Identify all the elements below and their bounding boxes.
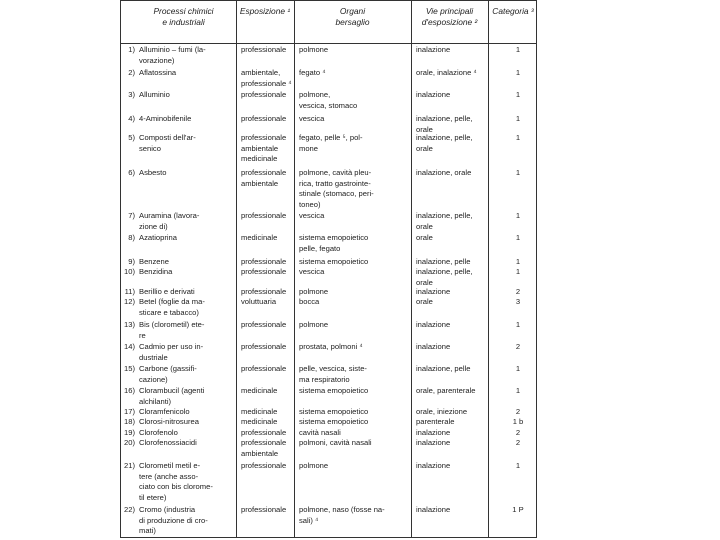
target-cell: polmone, naso (fosse na- sali) ⁴ bbox=[299, 505, 385, 525]
category-cell: 1 bbox=[515, 461, 521, 470]
exposure-cell: professionale ambientale bbox=[241, 438, 287, 458]
row-number: 4) bbox=[128, 114, 135, 123]
target-cell: sistema emopoietico bbox=[299, 257, 369, 266]
routes-cell: inalazione bbox=[416, 461, 451, 470]
row-number: 14) bbox=[124, 342, 135, 351]
category-cell: 1 bbox=[515, 364, 521, 373]
target-cell: vescica bbox=[299, 114, 325, 123]
routes-cell: orale bbox=[416, 233, 433, 242]
category-cell: 1 bbox=[515, 257, 521, 266]
category-cell: 2 bbox=[515, 287, 521, 296]
target-cell: polmone, cavità pleu- rica, tratto gastrointe- stinale (stomaco, peri- toneo) bbox=[299, 168, 374, 209]
category-cell: 1 bbox=[515, 233, 521, 242]
row-number: 17) bbox=[124, 407, 135, 416]
routes-cell: orale bbox=[416, 297, 433, 306]
exposure-cell: medicinale bbox=[241, 417, 278, 426]
header-category: Categoria ³ bbox=[492, 6, 534, 16]
exposure-cell: professionale bbox=[241, 364, 287, 373]
column-divider bbox=[411, 1, 412, 537]
target-cell: polmone bbox=[299, 320, 329, 329]
row-number: 10) bbox=[124, 267, 135, 276]
agent-cell: Clorosi-nitrosurea bbox=[139, 417, 199, 426]
routes-cell: parenterale bbox=[416, 417, 455, 426]
category-cell: 1 bbox=[515, 320, 521, 329]
agent-cell: Auramina (lavora- zione di) bbox=[139, 211, 200, 231]
exposure-cell: medicinale bbox=[241, 407, 278, 416]
target-cell: polmone bbox=[299, 45, 329, 54]
row-number: 11) bbox=[124, 287, 135, 296]
agent-cell: Azatioprina bbox=[139, 233, 177, 242]
category-cell: 2 bbox=[515, 342, 521, 351]
exposure-cell: professionale ambientale bbox=[241, 168, 287, 188]
target-cell: vescica bbox=[299, 211, 325, 220]
header-divider bbox=[121, 43, 536, 44]
row-number: 1) bbox=[128, 45, 135, 54]
target-cell: prostata, polmoni ⁴ bbox=[299, 342, 363, 351]
agent-cell: Bis (clorometil) ete- re bbox=[139, 320, 205, 340]
header-routes: Vie principali d'esposizione ² bbox=[421, 6, 478, 27]
agent-cell: Clorometil metil e- tere (anche asso- ciato con bis clorome- til etere) bbox=[139, 461, 213, 502]
target-cell: sistema emopoietico bbox=[299, 407, 369, 416]
routes-cell: inalazione bbox=[416, 90, 451, 99]
agent-cell: Alluminio – fumi (la- vorazione) bbox=[139, 45, 206, 65]
exposure-cell: professionale bbox=[241, 461, 287, 470]
row-number: 5) bbox=[128, 133, 135, 142]
category-cell: 1 bbox=[515, 168, 521, 177]
category-cell: 1 P bbox=[512, 505, 524, 514]
category-cell: 2 bbox=[515, 428, 521, 437]
agent-cell: 4-Aminobifenile bbox=[139, 114, 192, 123]
agent-cell: Asbesto bbox=[139, 168, 167, 177]
exposure-cell: professionale bbox=[241, 342, 287, 351]
target-cell: sistema emopoietico bbox=[299, 417, 369, 426]
table-frame bbox=[120, 0, 537, 538]
routes-cell: inalazione, pelle, orale bbox=[416, 267, 473, 287]
target-cell: polmoni, cavità nasali bbox=[299, 438, 372, 447]
header-agent: Processi chimici e industriali bbox=[153, 6, 214, 27]
agent-cell: Clorofenossiacidi bbox=[139, 438, 197, 447]
routes-cell: inalazione bbox=[416, 320, 451, 329]
header-target: Organi bersaglio bbox=[335, 6, 370, 27]
target-cell: fegato ⁴ bbox=[299, 68, 326, 77]
row-number: 21) bbox=[124, 461, 135, 470]
routes-cell: inalazione bbox=[416, 428, 451, 437]
category-cell: 2 bbox=[515, 438, 521, 447]
routes-cell: inalazione, pelle bbox=[416, 364, 471, 373]
row-number: 18) bbox=[124, 417, 135, 426]
target-cell: polmone bbox=[299, 461, 329, 470]
category-cell: 2 bbox=[515, 407, 521, 416]
target-cell: polmone, vescica, stomaco bbox=[299, 90, 358, 110]
routes-cell: inalazione bbox=[416, 505, 451, 514]
target-cell: cavità nasali bbox=[299, 428, 341, 437]
agent-cell: Carbone (gassifi- cazione) bbox=[139, 364, 197, 384]
routes-cell: inalazione, orale bbox=[416, 168, 472, 177]
routes-cell: inalazione bbox=[416, 45, 451, 54]
row-number: 16) bbox=[124, 386, 135, 395]
routes-cell: inalazione bbox=[416, 342, 451, 351]
row-number: 7) bbox=[128, 211, 135, 220]
row-number: 2) bbox=[128, 68, 135, 77]
exposure-cell: professionale bbox=[241, 428, 287, 437]
exposure-cell: professionale bbox=[241, 90, 287, 99]
exposure-cell: voluttuaria bbox=[241, 297, 277, 306]
row-number: 3) bbox=[128, 90, 135, 99]
exposure-cell: ambientale, professionale ⁴ bbox=[241, 68, 292, 88]
exposure-cell: professionale bbox=[241, 267, 287, 276]
header-exposure: Esposizione ¹ bbox=[239, 6, 291, 16]
agent-cell: Berillio e derivati bbox=[139, 287, 195, 296]
exposure-cell: professionale ambientale medicinale bbox=[241, 133, 287, 164]
agent-cell: Composti dell'ar- senico bbox=[139, 133, 196, 153]
target-cell: sistema emopoietico bbox=[299, 386, 369, 395]
agent-cell: Clorambucil (agenti alchilanti) bbox=[139, 386, 205, 406]
exposure-cell: professionale bbox=[241, 287, 287, 296]
category-cell: 1 bbox=[515, 133, 521, 142]
agent-cell: Betel (foglie da ma- sticare e tabacco) bbox=[139, 297, 205, 317]
target-cell: pelle, vescica, siste- ma respiratorio bbox=[299, 364, 367, 384]
row-number: 22) bbox=[124, 505, 135, 514]
routes-cell: inalazione bbox=[416, 287, 451, 296]
exposure-cell: professionale bbox=[241, 211, 287, 220]
agent-cell: Benzidina bbox=[139, 267, 173, 276]
routes-cell: orale, inalazione ⁴ bbox=[416, 68, 477, 77]
exposure-cell: professionale bbox=[241, 45, 287, 54]
agent-cell: Clorofenolo bbox=[139, 428, 178, 437]
routes-cell: orale, iniezione bbox=[416, 407, 468, 416]
routes-cell: inalazione, pelle, orale bbox=[416, 114, 473, 134]
agent-cell: Cloramfenicolo bbox=[139, 407, 190, 416]
agent-cell: Benzene bbox=[139, 257, 169, 266]
routes-cell: inalazione bbox=[416, 438, 451, 447]
category-cell: 1 bbox=[515, 90, 521, 99]
agent-cell: Alluminio bbox=[139, 90, 170, 99]
category-cell: 1 bbox=[515, 68, 521, 77]
category-cell: 1 bbox=[515, 45, 521, 54]
row-number: 19) bbox=[124, 428, 135, 437]
routes-cell: inalazione, pelle bbox=[416, 257, 471, 266]
category-cell: 1 bbox=[515, 386, 521, 395]
category-cell: 1 bbox=[515, 267, 521, 276]
target-cell: fegato, pelle ⁵, pol- mone bbox=[299, 133, 363, 153]
row-number: 20) bbox=[124, 438, 135, 447]
exposure-cell: medicinale bbox=[241, 233, 278, 242]
target-cell: polmone bbox=[299, 287, 329, 296]
target-cell: bocca bbox=[299, 297, 320, 306]
category-cell: 1 b bbox=[512, 417, 524, 426]
row-number: 12) bbox=[124, 297, 135, 306]
routes-cell: inalazione, pelle, orale bbox=[416, 133, 473, 153]
exposure-cell: professionale bbox=[241, 257, 287, 266]
target-cell: vescica bbox=[299, 267, 325, 276]
exposure-cell: professionale bbox=[241, 320, 287, 329]
target-cell: sistema emopoietico pelle, fegato bbox=[299, 233, 369, 253]
row-number: 8) bbox=[128, 233, 135, 242]
routes-cell: orale, parenterale bbox=[416, 386, 476, 395]
category-cell: 3 bbox=[515, 297, 521, 306]
row-number: 9) bbox=[128, 257, 135, 266]
row-number: 6) bbox=[128, 168, 135, 177]
category-cell: 1 bbox=[515, 211, 521, 220]
exposure-cell: professionale bbox=[241, 114, 287, 123]
exposure-cell: medicinale bbox=[241, 386, 278, 395]
exposure-cell: professionale bbox=[241, 505, 287, 514]
column-divider bbox=[488, 1, 489, 537]
row-number: 15) bbox=[124, 364, 135, 373]
row-number: 13) bbox=[124, 320, 135, 329]
agent-cell: Cadmio per uso in- dustriale bbox=[139, 342, 204, 362]
routes-cell: inalazione, pelle, orale bbox=[416, 211, 473, 231]
agent-cell: Aflatossina bbox=[139, 68, 177, 77]
category-cell: 1 bbox=[515, 114, 521, 123]
column-divider bbox=[236, 1, 237, 537]
agent-cell: Cromo (industria di produzione di cro- mati) bbox=[139, 505, 208, 536]
